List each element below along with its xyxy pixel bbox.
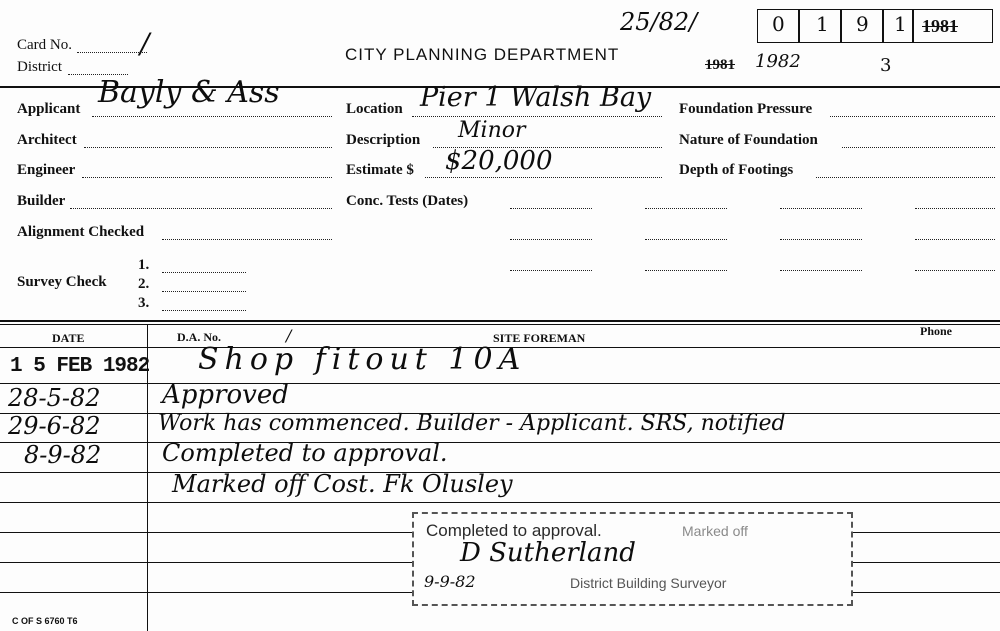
log-date: 8-9-82 [24,441,102,469]
log-text: Approved [162,380,289,410]
log-text: Work has commenced. Builder - Applicant. SRS, notified [158,411,786,436]
conc-line [510,208,592,209]
digit-box-1: 0 [757,9,799,43]
applicant-line [92,116,332,117]
log-row-rule [0,442,1000,443]
stamp-date: 9-9-82 [424,572,476,591]
depth-of-footings-line [816,177,995,178]
alignment-label: Alignment Checked [17,224,145,240]
architect-line [84,147,332,148]
alignment-line [162,239,332,240]
builder-label: Builder [17,193,66,209]
log-date: 29-6-82 [8,412,101,440]
log-date: 1 5 FEB 1982 [10,355,150,378]
log-date: 28-5-82 [8,384,101,412]
log-text: Completed to approval. [162,439,448,467]
survey-number-2: 2. [138,276,150,292]
survey-line-2 [162,291,246,292]
estimate-line [425,177,662,178]
survey-line-3 [162,310,246,311]
conc-line [780,270,862,271]
architect-label: Architect [17,132,77,148]
location-label: Location [346,101,403,117]
applicant-label: Applicant [17,101,81,117]
estimate-value: $20,000 [445,146,553,176]
digit-box-3: 9 [841,9,883,43]
district-label: District [17,59,62,75]
location-line [412,116,662,117]
log-row-rule [0,383,1000,384]
card-no-label: Card No. [17,37,72,53]
conc-line [915,239,995,240]
applicant-value: Bayly & Ass [98,75,280,110]
printed-year: 1981 [705,57,735,73]
survey-number-1: 1. [138,257,150,273]
conc-line [780,208,862,209]
da-no-value: / [286,326,292,345]
stamp-marked-off-text: Marked off [682,523,748,539]
conc-line [780,239,862,240]
nature-of-foundation-label: Nature of Foundation [679,132,818,148]
digit-box-2: 1 [799,9,841,43]
log-text: Marked off Cost. Fk Olusley [172,470,513,498]
survey-check-label: Survey Check [17,274,107,290]
phone-header: Phone [920,324,953,338]
page-title: CITY PLANNING DEPARTMENT [345,45,620,64]
conc-line [645,239,727,240]
conc-line [645,208,727,209]
stamp-completed-text: Completed to approval. [426,521,602,540]
foundation-pressure-line [830,116,995,117]
date-header: DATE [52,331,85,345]
nature-of-foundation-line [842,147,995,148]
conc-line [645,270,727,271]
foundation-pressure-label: Foundation Pressure [679,101,813,117]
conc-line [915,208,995,209]
digit-box-4: 1 [883,9,913,43]
card-no-value: / [140,27,150,60]
conc-line [915,270,995,271]
site-foreman-header: SITE FOREMAN [493,331,586,345]
year-box: 1981 [913,9,993,43]
conc-line [510,270,592,271]
log-text: Shop fitout 10A [198,342,527,377]
page-number: 3 [880,55,892,76]
card-no-line [77,52,147,53]
log-top-rule [0,320,1000,322]
da-no-header: D.A. No. [177,330,221,344]
stamp-signature: D Sutherland [460,538,636,568]
survey-number-3: 3. [138,295,150,311]
description-value: Minor [458,118,526,143]
depth-of-footings-label: Depth of Footings [679,162,794,178]
approval-stamp [412,512,853,606]
engineer-line [82,177,332,178]
log-top-rule-2 [0,324,1000,325]
location-value: Pier 1 Walsh Bay [420,82,652,113]
log-row-rule [0,502,1000,503]
stamp-surveyor-text: District Building Surveyor [570,575,727,591]
conc-line [510,239,592,240]
card-number-written: 25/82/ [620,8,698,36]
written-year: 1982 [755,51,801,72]
form-code: C OF S 6760 T6 [12,616,78,626]
engineer-label: Engineer [17,162,76,178]
description-label: Description [346,132,421,148]
estimate-label: Estimate $ [346,162,414,178]
conc-tests-label: Conc. Tests (Dates) [346,193,469,209]
builder-line [70,208,332,209]
survey-line-1 [162,272,246,273]
